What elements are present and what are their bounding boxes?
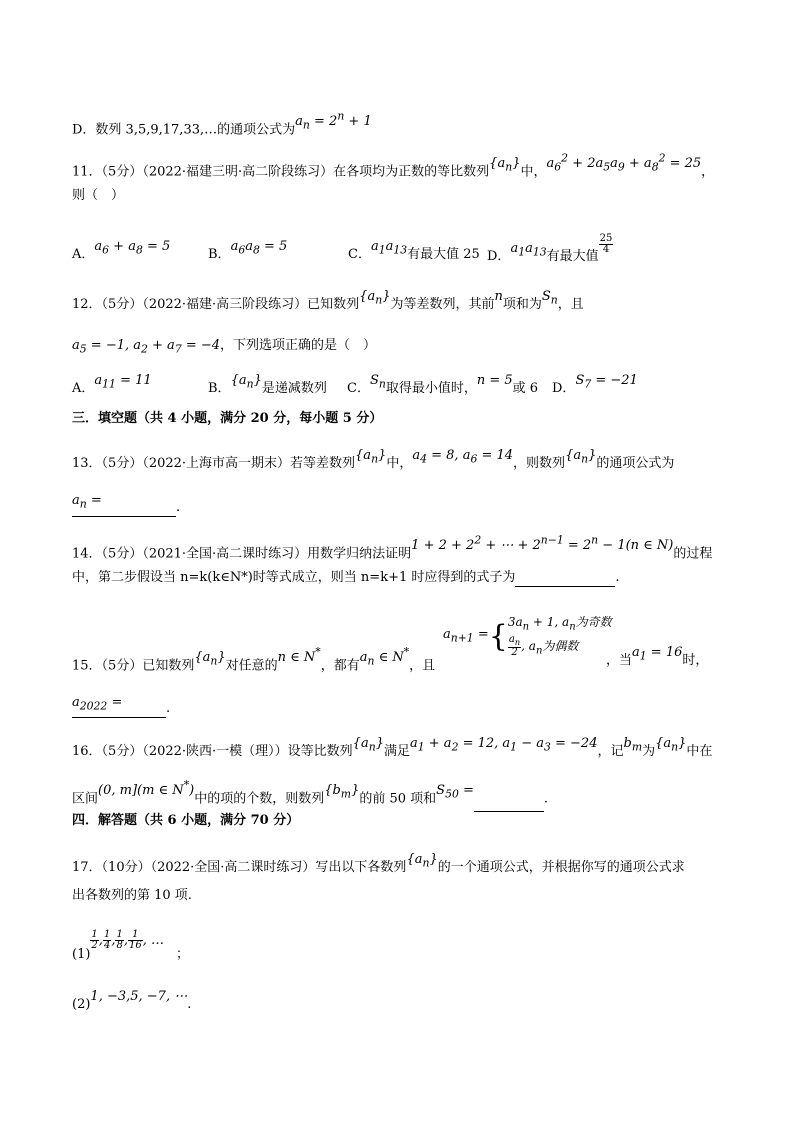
q16-interval: (0, m](m ∈ N*) <box>98 779 195 799</box>
q11-stem <box>72 152 715 185</box>
q15-prefix: 15．（5分）已知数列 <box>72 658 195 674</box>
q16-line2 <box>72 779 549 812</box>
q12-c-formula2: n = 5 <box>476 373 513 388</box>
q16-line2b: 中的项的个数，则数列 <box>194 791 325 807</box>
q15-case2: $\frac{a_n}{2}$ , $a_n$为偶数 <box>508 634 579 659</box>
q11-equation: $a_6^2 + 2a_5a_9 + a_8^2 = 25$ <box>546 152 702 174</box>
q14-answer-blank[interactable] <box>515 572 615 587</box>
q14-line2-text: 中，第二步假设当 n=k(k∈N*)时等式成立，则当 n=k+1 时应得到的式子为 <box>72 570 516 585</box>
q12-a-formula: $a_{11} = 11$ <box>94 373 152 391</box>
q17-2-label: (2) <box>72 997 91 1012</box>
q11-a-formula: $a_6 + a_8 = 5$ <box>94 239 171 257</box>
q17-part1 <box>72 929 189 965</box>
frac-1-8: $\frac{1}{8}$ <box>116 929 123 951</box>
q12-sn: $S_n$ <box>541 289 558 307</box>
q11-c-formula: $a_1a_{13}$ <box>370 239 408 257</box>
q13-blank-row <box>72 499 180 517</box>
q14-line2 <box>72 569 620 587</box>
q11-c-label: C． <box>348 247 371 262</box>
q16-mid: 满足 <box>383 744 410 759</box>
q12-n: n <box>494 289 503 304</box>
q16-seq: $\{a_n\}$ <box>352 736 384 754</box>
q16-stem <box>72 736 713 765</box>
q15-stem-end <box>606 645 709 674</box>
q15-case-lhs: $a_{n+1}$ = <box>443 627 489 645</box>
q12-mid2: 项和为 <box>502 297 542 312</box>
q11-b-formula: $a_6a_8 = 5$ <box>230 239 288 257</box>
q15-a1: $a_1 = 16$ <box>632 645 683 663</box>
q15-mid: 对任意的 <box>225 658 278 674</box>
q16-line2a: 区间 <box>72 791 99 807</box>
section-4-heading: 四．解答题（共 6 小题，满分 70 分） <box>72 813 300 828</box>
q11-d-label: D． <box>487 249 511 264</box>
q14-dot: . <box>615 570 620 585</box>
q11-a-label: A． <box>72 247 95 262</box>
q17-line2: 出各数列的第 10 项. <box>72 888 192 903</box>
q16-seq2: $\{a_n\}$ <box>655 736 687 754</box>
q14-end: 的过程 <box>673 546 713 562</box>
section-3-heading: 三．填空题（共 4 小题，满分 20 分，每小题 5 分） <box>72 411 383 426</box>
q15-seq: $\{a_n\}$ <box>194 650 226 668</box>
q14-prefix: 14．（5分）（2021·全国·高二课时练习）用数学归纳法证明 <box>72 546 412 562</box>
q11-d-text: 有最大值 <box>546 249 599 264</box>
q13-answer-blank[interactable] <box>72 502 176 517</box>
q12-end: ，且 <box>557 297 584 312</box>
q11-mid: 中， <box>520 164 547 180</box>
q13-cond: $a_4 = 8$, $a_6 = 14$ <box>412 448 514 466</box>
q17-prefix: 17．（10分）（2022·全国·高二课时练习）写出以下各数列 <box>72 860 407 875</box>
q16-prefix: 16．（5分）（2022·陕西·一模（理））设等比数列 <box>72 744 353 759</box>
q12-seq: $\{a_n\}$ <box>359 289 391 307</box>
q12-c-text2: 或 6 <box>512 381 539 396</box>
q16-cond: $a_1 + a_2 = 12$, $a_1 - a_3 = -24$ <box>409 736 598 754</box>
q17-1-end: ； <box>175 947 189 962</box>
q17-2-end: . <box>187 997 192 1012</box>
q11-d-frac-den: 4 <box>602 244 610 255</box>
q12-after: ，下列选项正确的是（ ） <box>220 338 377 353</box>
frac-1-16: $\frac{1}{16}$ <box>128 929 142 951</box>
q12-c-formula: $S_n$ <box>369 373 386 391</box>
q15-mid4: ，当 <box>606 653 633 668</box>
q11-option-c <box>348 239 480 268</box>
q15-case2-frac <box>508 635 521 658</box>
q11-c-text: 有最大值 25 <box>407 247 480 262</box>
q13-stem <box>72 448 675 477</box>
q12-a-label: A． <box>72 381 95 396</box>
q10-option-d <box>72 110 372 143</box>
q11-then: 则（ ） <box>72 188 125 203</box>
q15-blank-row <box>72 700 170 718</box>
q16-answer-blank[interactable] <box>474 797 544 812</box>
q11-option-b <box>208 239 288 268</box>
q17-end: 的一个通项公式，并根据你写的通项公式求 <box>437 860 685 875</box>
q13-answer-label: $a_n$ = <box>72 493 102 511</box>
q15-stem <box>72 646 436 679</box>
q10-d-formula: $a_n = 2^n + 1$ <box>295 110 372 132</box>
q12-c-text: 取得最小值时， <box>385 381 477 396</box>
q15-answer-label: $a_{2022}$ = <box>72 695 123 713</box>
q15-case1: $3a_n + 1$, $a_n$为奇数 <box>507 615 612 633</box>
q15-mid2: ，都有 <box>320 658 360 674</box>
frac-1-4: $\frac{1}{4}$ <box>103 929 111 951</box>
q10-d-text: D．数列 3,5,9,17,33,…的通项公式为 <box>72 122 296 138</box>
q17-2-seq: 1, −3,5, −7, ⋯ <box>90 989 188 1004</box>
q16-line2c: 的前 50 项和 <box>359 791 437 807</box>
q12-option-b <box>208 373 327 402</box>
q15-brace: { <box>488 618 508 654</box>
q12-b-formula: $\{a_n\}$ <box>230 373 262 391</box>
q16-mid3: 为 <box>642 744 656 759</box>
q13-prefix: 13．（5分）（2022·上海市高一期末）若等差数列 <box>72 456 356 471</box>
q12-mid: 为等差数列，其前 <box>390 297 495 312</box>
q12-condition <box>72 337 376 359</box>
q12-prefix: 12．（5分）（2022·福建·高三阶段练习）已知数列 <box>72 297 360 312</box>
q16-bm2: $\{b_m\}$ <box>324 783 360 801</box>
q13-dot: . <box>176 500 181 515</box>
q13-mid: 中， <box>386 456 413 471</box>
q15-mid3: ，且 <box>409 658 436 674</box>
q16-dot: . <box>543 791 549 807</box>
q12-c-label: C． <box>347 381 370 396</box>
frac-1-2: $\frac{1}{2}$ <box>91 929 98 951</box>
q11-options <box>72 239 171 268</box>
q17-stem <box>72 852 685 881</box>
q15-cases <box>508 614 612 660</box>
q15-case2-den: 2 <box>511 647 518 659</box>
q15-piecewise <box>443 614 612 660</box>
q12-option-c <box>347 373 539 402</box>
q11-d-frac-num: 25 <box>599 233 613 244</box>
q13-mid2: ，则数列 <box>513 456 566 471</box>
q15-end: 时， <box>682 653 709 668</box>
q16-bm: $b_m$ <box>623 736 643 754</box>
q16-mid2: ，记 <box>597 744 624 759</box>
q11-seq: $\{a_n\}$ <box>489 156 521 174</box>
q15-n-cond: n ∈ N* <box>277 646 321 666</box>
q11-d-formula: $a_1a_{13}$ <box>510 241 547 259</box>
q15-dot: . <box>166 701 171 716</box>
q17-seq: $\{a_n\}$ <box>406 852 438 870</box>
q12-cond-formula: $a_5 = -1$, $a_2 + a_7 = -4$ <box>72 338 221 356</box>
q16-s50: $S_{50}$ = <box>436 783 474 801</box>
q14-stem <box>72 534 713 563</box>
q15-case2-num: $a_n$ <box>508 634 521 648</box>
q12-d-formula: $S_7 = -21$ <box>575 373 638 391</box>
q11-end: ， <box>701 164 715 180</box>
q11-b-label: B． <box>208 247 231 262</box>
q15-answer-blank[interactable] <box>72 703 166 718</box>
q15-an-cond: $a_n$ ∈ N* <box>359 646 410 668</box>
q13-seq: $\{a_n\}$ <box>355 448 387 466</box>
q12-d-label: D． <box>552 381 576 396</box>
q12-option-d <box>552 373 638 402</box>
q12-b-label: B． <box>208 381 231 396</box>
q12-stem <box>72 289 584 318</box>
q17-1-label: (1) <box>72 947 91 962</box>
q17-part2 <box>72 989 192 1014</box>
q17-1-seq: $\frac{1}{2}$ , $\frac{1}{4}$ , $\frac{1}{8}$ , $\frac{1}{16}$ , … <box>91 929 164 951</box>
q13-end: 的通项公式为 <box>596 456 675 471</box>
q11-option-d <box>487 233 613 270</box>
q14-equation: $1 + 2 + 2^2$ + ⋯ + $2^{n-1} = 2^n - 1(n$ ∈ N) <box>411 534 674 554</box>
q13-seq2: $\{a_n\}$ <box>565 448 597 466</box>
q16-end: 中在 <box>686 744 713 759</box>
q12-option-a <box>72 373 152 402</box>
q11-prefix: 11．（5分）（2022·福建三明·高二阶段练习）在各项均为正数的等比数列 <box>72 164 490 180</box>
q12-b-text: 是递减数列 <box>261 381 327 396</box>
q11-d-fraction <box>599 234 614 255</box>
